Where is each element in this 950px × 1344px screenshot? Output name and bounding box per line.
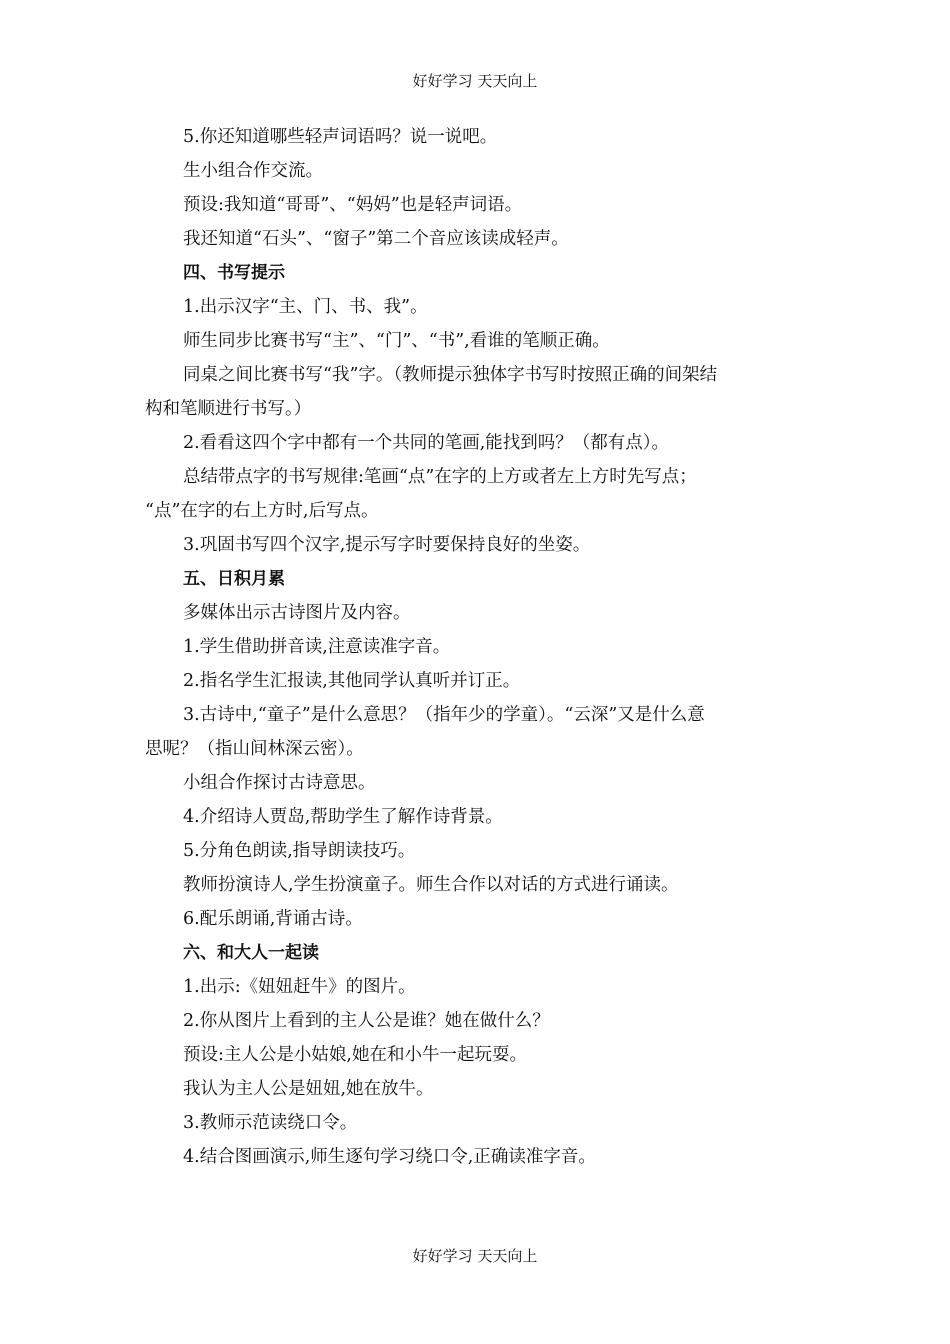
paragraph-line: 预设:我知道“哥哥”、“妈妈”也是轻声词语。 [183,195,523,215]
paragraph-line: 3.古诗中,“童子”是什么意思？（指年少的学童）。“云深”又是什么意 [183,705,705,725]
paragraph-line: 师生同步比赛书写“主”、“门”、“书”,看谁的笔顺正确。 [183,331,610,351]
paragraph-line: “点”在字的右上方时,后写点。 [145,501,379,521]
page-footer: 好好学习 天天向上 [412,1247,538,1265]
paragraph-line: 教师扮演诗人,学生扮演童子。师生合作以对话的方式进行诵读。 [183,875,679,895]
paragraph-line: 生小组合作交流。 [183,161,323,181]
paragraph-line: 总结带点字的书写规律:笔画“点”在字的上方或者左上方时先写点； [183,467,697,487]
paragraph-line: 多媒体出示古诗图片及内容。 [183,603,411,623]
paragraph-line: 5.你还知道哪些轻声词语吗？说一说吧。 [183,127,498,147]
paragraph-line: 我认为主人公是妞妞,她在放牛。 [183,1079,434,1099]
paragraph-line: 3.教师示范读绕口令。 [183,1113,358,1133]
paragraph-line: 1.学生借助拼音读,注意读准字音。 [183,637,451,657]
paragraph-line: 3.巩固书写四个汉字,提示写字时要保持良好的坐姿。 [183,535,591,555]
section-heading: 四、书写提示 [183,263,285,283]
paragraph-line: 同桌之间比赛书写“我”字。（教师提示独体字书写时按照正确的间架结 [183,365,718,385]
section-heading: 六、和大人一起读 [183,943,319,963]
paragraph-line: 1.出示:《妞妞赶牛》的图片。 [183,977,416,997]
paragraph-line: 预设:主人公是小姑娘,她在和小牛一起玩耍。 [183,1045,527,1065]
paragraph-line: 思呢？（指山间林深云密）。 [145,739,364,759]
paragraph-line: 4.介绍诗人贾岛,帮助学生了解作诗背景。 [183,807,503,827]
paragraph-line: 5.分角色朗读,指导朗读技巧。 [183,841,416,861]
paragraph-line: 我还知道“石头”、“窗子”第二个音应该读成轻声。 [183,229,569,249]
paragraph-line: 4.结合图画演示,师生逐句学习绕口令,正确读准字音。 [183,1147,596,1167]
document-body [145,120,810,1174]
paragraph-line: 2.看看这四个字中都有一个共同的笔画,能找到吗？（都有点）。 [183,433,670,453]
section-heading: 五、日积月累 [183,569,285,589]
page-header: 好好学习 天天向上 [412,72,538,90]
paragraph-line: 6.配乐朗诵,背诵古诗。 [183,909,363,929]
paragraph-line: 1.出示汉字“主、门、书、我”。 [183,297,428,317]
paragraph-line: 小组合作探讨古诗意思。 [183,773,376,793]
paragraph-line: 2.指名学生汇报读,其他同学认真听并订正。 [183,671,521,691]
paragraph-line: 构和笔顺进行书写。） [145,399,312,419]
paragraph-line: 2.你从图片上看到的主人公是谁？她在做什么？ [183,1011,550,1031]
